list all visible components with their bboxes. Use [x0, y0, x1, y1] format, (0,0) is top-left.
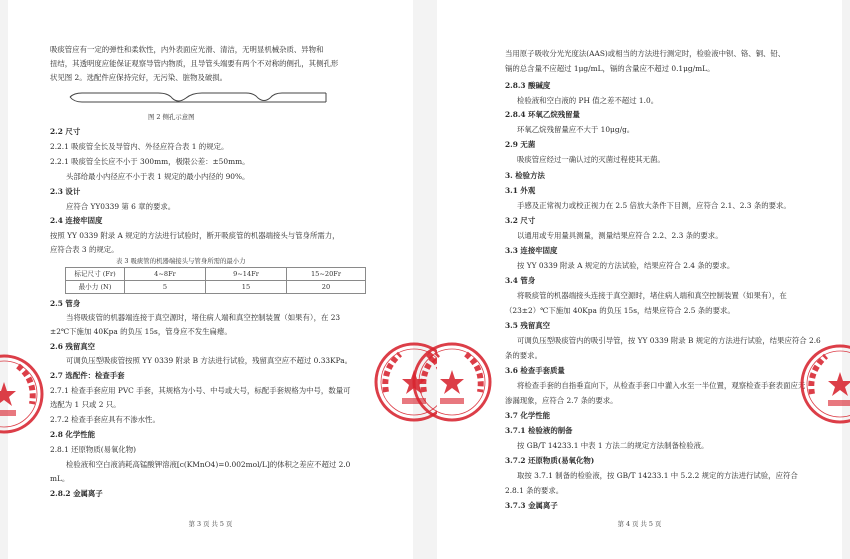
- body-text-line: 2.8.1 还原物质(易氧化物): [50, 445, 137, 454]
- table-cell: 20: [287, 281, 366, 294]
- body-text-line: 按照 YY 0339 附录 A 规定的方法进行试验时，断开吸痰管的机器端接头与管身所需力，: [50, 231, 340, 240]
- body-text-line: 2.7.2 检查手套应具有不渗水性。: [50, 415, 160, 424]
- document-page-3: [8, 0, 413, 559]
- section-heading: 3.4 管身: [505, 276, 536, 285]
- section-heading: 3.7.3 金属离子: [505, 501, 558, 510]
- section-heading: 3.7.2 还原物质(易氧化物): [505, 456, 595, 465]
- body-text-line: 镉的总含量不应超过 1μg/mL，镉的含量应不超过 0.1μg/mL。: [505, 64, 715, 73]
- body-text-line: 将检查手套的自指垂直向下，从检查手套口中灌入水至一半位置，观察检查手套表面应无: [517, 381, 806, 390]
- body-text-line: （23±2）℃下施加 40Kpa 的负压 15s，结果应符合 2.5 条的要求。: [505, 306, 735, 315]
- body-text-line: 渗漏现象，应符合 2.7 条的要求。: [505, 396, 618, 405]
- body-text-line: 状见图 2。选配件应保持完好，无污染、脏物及破损。: [50, 73, 228, 82]
- page-footer: 第 4 页 共 5 页: [617, 520, 662, 528]
- section-heading: 2.6 残留真空: [50, 342, 95, 351]
- body-text-line: 2.2.1 吸痰管全长及导管内、外径应符合表 1 的规定。: [50, 142, 229, 151]
- table-header-cell: 标记尺寸 (Fr): [66, 268, 125, 281]
- section-heading: 3.1 外观: [505, 186, 536, 195]
- table-header-cell: 4~8Fr: [125, 268, 206, 281]
- page-footer: 第 3 页 共 5 页: [188, 520, 233, 528]
- section-heading: 2.3 设计: [50, 187, 81, 196]
- catheter-side-hole-diagram: [68, 90, 328, 112]
- section-heading: 3.6 检查手套质量: [505, 366, 565, 375]
- body-text-line: 可调负压型吸痰管按照 YY 0339 附录 B 方法进行试验，残留真空应不超过 0.33KPa。: [66, 356, 353, 365]
- body-text-line: 检验液和空白液的 PH 值之差不超过 1.0。: [517, 96, 659, 105]
- section-heading: 2.8.3 酸碱度: [505, 81, 551, 90]
- body-text-line: 选配为 1 只或 2 只。: [50, 400, 121, 409]
- section-heading: 2.5 管身: [50, 299, 81, 308]
- table-title: 表 3 吸痰管的机器端接头与管身所需的最小力: [116, 257, 246, 265]
- body-text-line: 应符合表 3 的规定。: [50, 245, 119, 254]
- section-heading: 2.8.4 环氧乙烷残留量: [505, 110, 580, 119]
- body-text-line: 当将吸痰管的机器端连接于真空源时，堵住病人端和真空控制装置（如果有），在 23: [66, 313, 341, 322]
- body-text-line: 环氧乙烷残留量应不大于 10μg/g。: [517, 125, 635, 134]
- section-heading: 2.2 尺寸: [50, 127, 81, 136]
- section-heading: 3.2 尺寸: [505, 216, 536, 225]
- body-text-line: 将吸痰管的机器端接头连接于真空源时，堵住病人端和真空控制装置（如果有），在: [517, 291, 787, 300]
- body-text-line: 头部给最小内径应不小于表 1 规定的最小内径的 90%。: [66, 172, 250, 181]
- body-text-line: 吸痰管应有一定的弹性和柔软性，内外表面应光滑、清洁，无明显机械杂质、异物和: [50, 45, 324, 54]
- table-header-cell: 9~14Fr: [206, 268, 287, 281]
- body-text-line: 条的要求。: [505, 351, 542, 360]
- section-heading: 2.9 无菌: [505, 140, 536, 149]
- table-header-cell: 15~20Fr: [287, 268, 366, 281]
- body-text-line: 2.2.1 吸痰管全长应不小于 300mm，极限公差：±50mm。: [50, 157, 250, 166]
- min-force-table: [65, 267, 366, 294]
- table-row: [66, 281, 366, 294]
- section-heading: 2.4 连接牢固度: [50, 216, 103, 225]
- table-header-row: [66, 268, 366, 281]
- body-text-line: 当用原子吸收分光光度法(AAS)或相当的方法进行测定时，检验液中钡、铬、铜、铅、: [505, 49, 786, 58]
- official-seal: [798, 342, 850, 426]
- section-heading: 3.7.1 检验液的制备: [505, 426, 573, 435]
- section-heading: 2.7 选配件：检查手套: [50, 371, 125, 380]
- body-text-line: 按 GB/T 14233.1 中表 1 方法二的规定方法制备检验液。: [517, 441, 709, 450]
- body-text-line: 应符合 YY0339 第 6 章的要求。: [66, 202, 176, 211]
- body-text-line: ±2℃下施加 40Kpa 的负压 15s，管身应不发生扁瘪。: [50, 327, 232, 336]
- table-cell: 15: [206, 281, 287, 294]
- body-text-line: 以通用或专用量具测量，测量结果应符合 2.2、2.3 条的要求。: [517, 231, 723, 240]
- section-heading: 3.3 连接牢固度: [505, 246, 558, 255]
- official-seal: [0, 352, 46, 436]
- body-text-line: 手感及正常视力或校正视力在 2.5 倍放大条件下目测，应符合 2.1、2.3 条的要求。: [517, 201, 791, 210]
- body-text-line: 吸痰管应经过一确认过的灭菌过程使其无菌。: [517, 155, 665, 164]
- table-cell: 5: [125, 281, 206, 294]
- body-text-line: 扭结，其透明度应能保证观察导管内物质，且导管头端要有两个不对称的侧孔，其侧孔形: [50, 59, 339, 68]
- body-text-line: 检验液和空白液消耗高锰酸钾溶液[c(KMnO4)=0.002mol/L]的体积之差应不超过 2.0: [66, 460, 351, 469]
- body-text-line: 取按 3.7.1 制备的检验液，按 GB/T 14233.1 中 5.2.2 规定的方法进行试验，应符合: [517, 471, 798, 480]
- table-cell: 最小力 (N): [66, 281, 125, 294]
- document-page-4: [437, 0, 842, 559]
- figure-caption: 图 2 侧孔示意图: [148, 113, 195, 121]
- body-text-line: 可调负压型吸痰管内的吸引导管，按 YY 0339 附录 B 规定的方法进行试验，结果应符合 2.6: [517, 336, 821, 345]
- section-heading: 3. 检验方法: [505, 171, 545, 180]
- body-text-line: 2.8.1 条的要求。: [505, 486, 564, 495]
- body-text-line: mL。: [50, 474, 70, 483]
- official-seal: [410, 340, 494, 424]
- section-heading: 2.8 化学性能: [50, 430, 95, 439]
- section-heading: 2.8.2 金属离子: [50, 489, 103, 498]
- body-text-line: 按 YY 0339 附录 A 规定的方法试验，结果应符合 2.4 条的要求。: [517, 261, 735, 270]
- section-heading: 3.5 残留真空: [505, 321, 550, 330]
- section-heading: 3.7 化学性能: [505, 411, 550, 420]
- body-text-line: 2.7.1 检查手套应用 PVC 手套，其规格为小号、中号或大号，标配手套规格为中号，数量可: [50, 386, 351, 395]
